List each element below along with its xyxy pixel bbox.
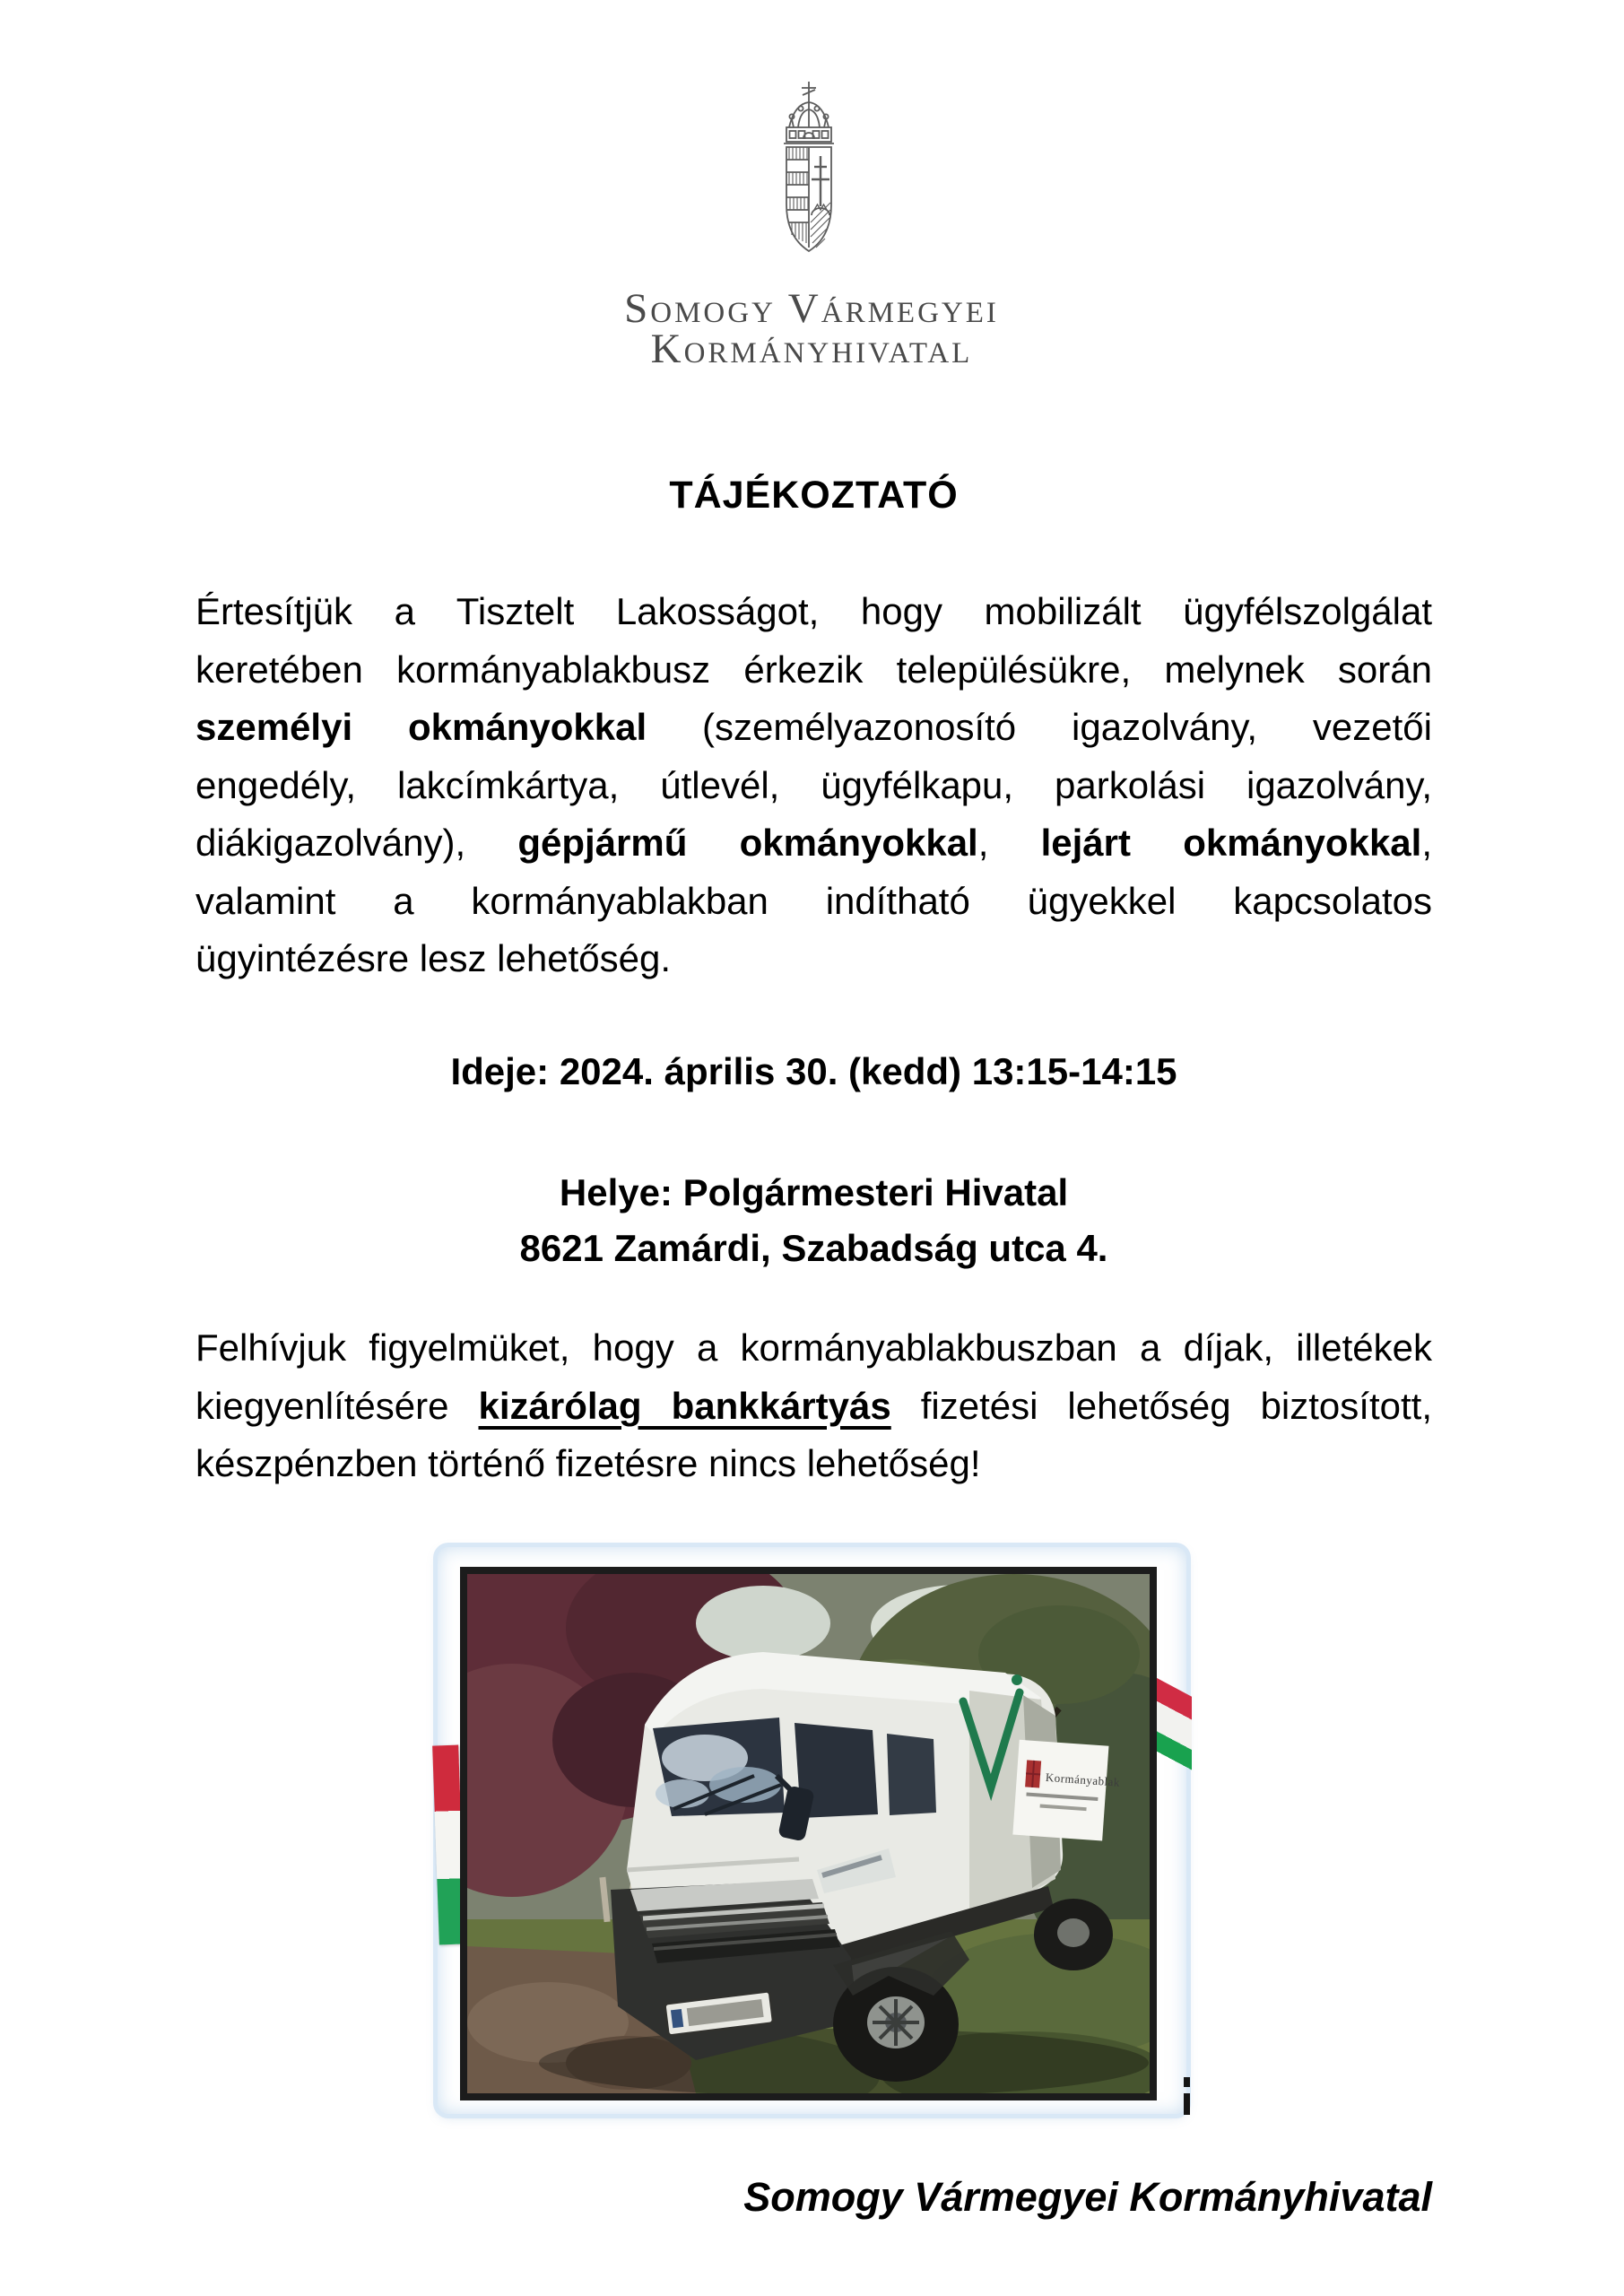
event-time: Ideje: 2024. április 30. (kedd) 13:15-14:15 <box>450 1050 1177 1092</box>
org-name <box>363 285 1260 372</box>
text-line <box>195 1319 1432 1378</box>
emphasized-text: lejárt okmányokkal <box>1040 822 1422 864</box>
body-text: valamint a kormányablakban indítható ügyekkel kapcsolatos <box>195 879 1432 922</box>
body-text: készpénzben történő fizetésre nincs lehetőség! <box>195 1442 981 1484</box>
text-line <box>195 814 1432 873</box>
bus-decal-text: Kormányablak <box>1045 1770 1121 1789</box>
flag-ribbon-right-icon <box>1152 1675 1192 1796</box>
body-text: fizetési lehetőség biztosított, <box>890 1384 1432 1427</box>
body-text: diákigazolvány), <box>195 822 518 864</box>
body-text: ügyintézésre lesz lehetőség. <box>195 937 671 979</box>
emphasized-text: személyi okmányokkal <box>195 706 647 748</box>
signature: Somogy Vármegyei Kormányhivatal <box>743 2174 1432 2220</box>
document-title: TÁJÉKOZTATÓ <box>669 474 959 517</box>
body-text: Értesítjük a Tisztelt Lakosságot, hogy mobilizált ügyfélszolgálat <box>195 590 1432 632</box>
text-line <box>195 583 1432 641</box>
body-text: (személyazonosító igazolvány, vezetői <box>647 706 1432 748</box>
text-line <box>195 1435 1432 1493</box>
org-name-line2: Kormányhivatal <box>650 326 973 372</box>
cursor-artifact <box>1184 2077 1190 2087</box>
text-line <box>195 757 1432 815</box>
emphasized-text: kizárólag bankkártyás <box>478 1384 891 1427</box>
emphasized-text: gépjármű okmányokkal <box>517 822 978 864</box>
body-text: keretében kormányablakbusz érkezik településükre, melynek során <box>195 648 1432 691</box>
intro-paragraph <box>195 583 1432 988</box>
kormanyablak-bus-illustration <box>467 1574 1150 2093</box>
text-line <box>195 1378 1432 1436</box>
text-line <box>195 930 1432 988</box>
body-text: , <box>977 822 1041 864</box>
body-text: engedély, lakcímkártya, útlevél, ügyfélkapu, parkolási igazolvány, <box>195 763 1432 806</box>
event-location-name: Helye: Polgármesteri Hivatal <box>559 1171 1069 1213</box>
text-line <box>195 873 1432 931</box>
cursor-artifact <box>1184 2093 1190 2115</box>
org-name-line1: Somogy Vármegyei <box>624 285 999 332</box>
text-line <box>195 699 1432 757</box>
text-line <box>195 641 1432 700</box>
body-text: kiegyenlítésére <box>195 1384 479 1427</box>
body-text: Felhívjuk figyelmüket, hogy a kormányablakbuszban a díjak, illetékek <box>195 1326 1432 1369</box>
payment-paragraph <box>195 1319 1432 1493</box>
body-text: , <box>1421 822 1432 864</box>
bus-photo <box>460 1567 1157 2100</box>
hungarian-coat-of-arms-icon <box>764 79 854 283</box>
event-location-address: 8621 Zamárdi, Szabadság utca 4. <box>519 1227 1108 1269</box>
